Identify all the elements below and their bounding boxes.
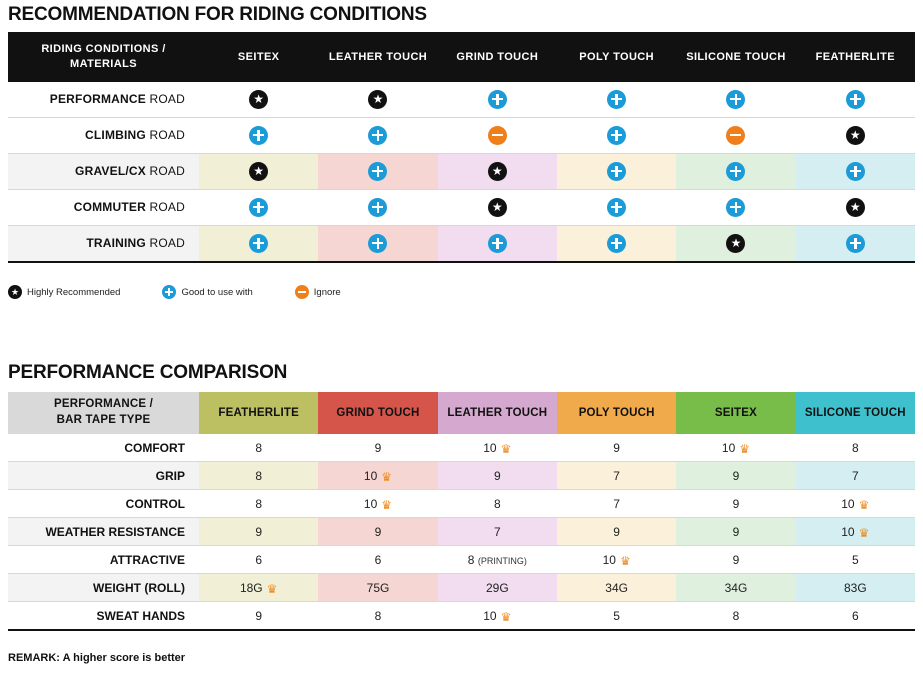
cell-symbol xyxy=(676,117,795,153)
score-value: 8 xyxy=(732,608,740,623)
row-label-light: ROAD xyxy=(149,236,185,251)
minus-icon xyxy=(726,126,745,145)
cell-symbol xyxy=(796,153,915,189)
remark-text: REMARK: A higher score is better xyxy=(8,652,186,664)
plus-icon xyxy=(846,162,865,181)
star-icon xyxy=(249,90,268,109)
score-value: 34G xyxy=(605,580,628,595)
legend-item xyxy=(295,285,341,299)
column-header-poly-touch: POLY TOUCH xyxy=(557,32,676,82)
cell-symbol xyxy=(199,153,318,189)
row-label-light: ROAD xyxy=(149,164,185,179)
cell-value xyxy=(676,602,795,631)
cell-value xyxy=(438,462,557,490)
score-value: 7 xyxy=(613,496,620,511)
crown-icon: ♛ xyxy=(500,609,512,624)
score-value: 8 xyxy=(493,496,501,511)
cell-symbol xyxy=(438,225,557,262)
plus-icon xyxy=(368,162,387,181)
cell-value xyxy=(557,462,676,490)
table-row xyxy=(8,153,915,189)
cell-value xyxy=(676,462,795,490)
cell-value xyxy=(318,602,437,631)
table-row xyxy=(8,462,915,490)
row-label-weight-roll-: WEIGHT (ROLL) xyxy=(8,574,199,602)
crown-icon: ♛ xyxy=(858,497,870,512)
row-label-bold: PERFORMANCE xyxy=(49,92,146,107)
cell-value xyxy=(676,518,795,546)
minus-icon xyxy=(295,285,309,299)
row-label-weather-resistance: WEATHER RESISTANCE xyxy=(8,518,199,546)
row-label-bold: GRAVEL/CX xyxy=(75,164,146,179)
star-icon xyxy=(846,126,865,145)
score-value: 6 xyxy=(374,552,382,567)
cell-value xyxy=(796,434,915,462)
cell-symbol xyxy=(796,225,915,262)
recommendation-table xyxy=(8,32,915,263)
cell-value xyxy=(318,434,437,462)
cell-value xyxy=(557,574,676,602)
score-value: 7 xyxy=(493,524,501,539)
score-value: 9 xyxy=(255,608,262,623)
column-header-bar-tape-type: PERFORMANCE / BAR TAPE TYPE xyxy=(8,392,199,434)
cell-value xyxy=(318,546,437,574)
cell-value xyxy=(199,434,318,462)
score-value: 5 xyxy=(613,608,620,623)
row-label-comfort: COMFORT xyxy=(8,434,199,462)
crown-icon: ♛ xyxy=(381,469,393,484)
cell-value xyxy=(676,546,795,574)
cell-value xyxy=(796,574,915,602)
cell-symbol xyxy=(199,189,318,225)
crown-icon: ♛ xyxy=(619,553,631,568)
cell-value xyxy=(796,490,915,518)
cell-value xyxy=(438,602,557,631)
column-header-grind-touch: GRIND TOUCH xyxy=(318,392,437,434)
cell-symbol xyxy=(796,117,915,153)
plus-icon xyxy=(607,126,626,145)
crown-icon: ♛ xyxy=(381,497,393,512)
cell-value xyxy=(438,546,557,574)
score-value: 10 xyxy=(602,552,616,567)
plus-icon xyxy=(488,90,507,109)
score-value: 10 xyxy=(483,608,497,623)
cell-symbol xyxy=(438,153,557,189)
score-value: 29G xyxy=(485,580,509,595)
star-icon xyxy=(249,162,268,181)
page-title-performance: PERFORMANCE COMPARISON xyxy=(8,362,288,383)
score-value: 9 xyxy=(732,468,740,483)
cell-value xyxy=(199,574,318,602)
cell-value xyxy=(438,518,557,546)
column-header-silicone-touch: SILICONE TOUCH xyxy=(796,392,915,434)
cell-symbol xyxy=(557,189,676,225)
score-value: 18G xyxy=(239,580,263,595)
cell-value xyxy=(199,518,318,546)
plus-icon xyxy=(249,234,268,253)
cell-value xyxy=(438,574,557,602)
score-value: 10 xyxy=(483,440,497,455)
cell-value xyxy=(796,546,915,574)
plus-icon xyxy=(162,285,176,299)
cell-value xyxy=(676,490,795,518)
row-label-light: ROAD xyxy=(149,128,185,143)
cell-symbol xyxy=(557,153,676,189)
cell-symbol xyxy=(796,189,915,225)
cell-value xyxy=(318,462,437,490)
star-icon xyxy=(368,90,387,109)
row-label-grip: GRIP xyxy=(8,462,199,490)
crown-icon: ♛ xyxy=(266,581,278,596)
score-value: 8 xyxy=(374,608,382,623)
score-value: 10 xyxy=(841,524,855,539)
cell-symbol xyxy=(199,82,318,118)
score-value: 9 xyxy=(493,468,501,483)
column-header-seitex: SEITEX xyxy=(676,392,795,434)
cell-value xyxy=(676,434,795,462)
row-label-attractive: ATTRACTIVE xyxy=(8,546,199,574)
cell-symbol xyxy=(796,82,915,118)
cell-symbol xyxy=(318,225,437,262)
plus-icon xyxy=(249,198,268,217)
score-value: 9 xyxy=(255,524,262,539)
plus-icon xyxy=(488,234,507,253)
table-row xyxy=(8,602,915,631)
legend-item xyxy=(162,285,252,299)
row-label-commuter xyxy=(8,189,199,225)
cell-symbol xyxy=(318,117,437,153)
star-icon xyxy=(846,198,865,217)
cell-symbol xyxy=(438,117,557,153)
score-value: 10 xyxy=(841,496,855,511)
row-label-training xyxy=(8,225,199,262)
row-label-light: ROAD xyxy=(149,92,185,107)
table-row xyxy=(8,518,915,546)
score-value: 7 xyxy=(613,468,620,483)
plus-icon xyxy=(368,234,387,253)
cell-symbol xyxy=(318,82,437,118)
row-label-bold: COMMUTER xyxy=(73,200,146,215)
row-label-bold: TRAINING xyxy=(86,236,146,251)
legend-item xyxy=(8,285,120,299)
cell-symbol xyxy=(199,225,318,262)
score-value: 8 xyxy=(255,440,262,455)
cell-value xyxy=(796,462,915,490)
cell-value xyxy=(557,490,676,518)
cell-value xyxy=(318,574,437,602)
cell-symbol xyxy=(438,82,557,118)
row-label-bold: CLIMBING xyxy=(85,128,146,143)
table-header-row xyxy=(8,32,915,82)
score-value: 5 xyxy=(851,552,859,567)
cell-symbol xyxy=(199,117,318,153)
table-row xyxy=(8,82,915,118)
cell-value xyxy=(199,546,318,574)
plus-icon xyxy=(726,90,745,109)
score-value: 9 xyxy=(374,440,382,455)
cell-value xyxy=(199,490,318,518)
plus-icon xyxy=(368,126,387,145)
score-value: 9 xyxy=(732,496,740,511)
table-row xyxy=(8,434,915,462)
cell-value xyxy=(557,602,676,631)
score-value: 9 xyxy=(613,524,620,539)
row-label-light: ROAD xyxy=(149,200,185,215)
star-icon xyxy=(488,162,507,181)
column-header-featherlite: FEATHERLITE xyxy=(796,32,915,82)
plus-icon xyxy=(846,234,865,253)
table-row xyxy=(8,490,915,518)
table-row xyxy=(8,189,915,225)
star-icon xyxy=(726,234,745,253)
recommendation-table-head xyxy=(8,32,915,82)
cell-value xyxy=(557,518,676,546)
row-label-sweat-hands: SWEAT HANDS xyxy=(8,602,199,631)
legend xyxy=(8,285,383,299)
plus-icon xyxy=(607,234,626,253)
cell-symbol xyxy=(557,117,676,153)
cell-symbol xyxy=(676,82,795,118)
row-label-gravel-cx xyxy=(8,153,199,189)
cell-symbol xyxy=(557,82,676,118)
plus-icon xyxy=(249,126,268,145)
cell-symbol xyxy=(318,153,437,189)
score-value: 83G xyxy=(843,580,867,595)
plus-icon xyxy=(607,90,626,109)
table-row xyxy=(8,225,915,262)
performance-table-body xyxy=(8,434,915,630)
cell-value xyxy=(796,518,915,546)
plus-icon xyxy=(726,162,745,181)
cell-note: (PRINTING) xyxy=(477,555,527,566)
score-value: 75G xyxy=(366,580,390,595)
plus-icon xyxy=(726,198,745,217)
star-icon xyxy=(488,198,507,217)
score-value: 10 xyxy=(721,440,736,455)
plus-icon xyxy=(846,90,865,109)
legend-label: Highly Recommended xyxy=(27,286,121,298)
cell-value xyxy=(438,434,557,462)
cell-symbol xyxy=(318,189,437,225)
row-label-climbing xyxy=(8,117,199,153)
score-value: 6 xyxy=(851,608,859,623)
column-header-leather-touch: LEATHER TOUCH xyxy=(438,392,557,434)
table-header-row xyxy=(8,392,915,434)
plus-icon xyxy=(368,198,387,217)
score-value: 10 xyxy=(363,468,378,483)
score-value: 8 xyxy=(255,468,262,483)
crown-icon: ♛ xyxy=(739,441,751,456)
crown-icon: ♛ xyxy=(858,525,870,540)
column-header-poly-touch: POLY TOUCH xyxy=(557,392,676,434)
column-header-leather-touch: LEATHER TOUCH xyxy=(318,32,437,82)
cell-value xyxy=(199,462,318,490)
legend-label: Good to use with xyxy=(181,286,253,298)
star-icon xyxy=(8,285,22,299)
score-value: 9 xyxy=(732,524,740,539)
column-header-materials: RIDING CONDITIONS / MATERIALS xyxy=(8,32,199,82)
crown-icon: ♛ xyxy=(500,441,512,456)
performance-table xyxy=(8,392,915,631)
cell-value xyxy=(796,602,915,631)
score-value: 34G xyxy=(724,580,748,595)
score-value: 8 xyxy=(255,496,262,511)
table-row xyxy=(8,546,915,574)
plus-icon xyxy=(607,198,626,217)
cell-value xyxy=(199,602,318,631)
cell-value xyxy=(557,546,676,574)
cell-symbol xyxy=(676,189,795,225)
score-value: 8 xyxy=(851,440,859,455)
row-label-performance xyxy=(8,82,199,118)
column-header-silicone-touch: SILICONE TOUCH xyxy=(676,32,795,82)
score-value: 6 xyxy=(255,552,262,567)
cell-value xyxy=(318,490,437,518)
cell-symbol xyxy=(438,189,557,225)
table-row xyxy=(8,574,915,602)
cell-symbol xyxy=(557,225,676,262)
page-title-recommendation: RECOMMENDATION FOR RIDING CONDITIONS xyxy=(8,4,427,25)
plus-icon xyxy=(607,162,626,181)
cell-symbol xyxy=(676,153,795,189)
column-header-grind-touch: GRIND TOUCH xyxy=(438,32,557,82)
performance-table-head xyxy=(8,392,915,434)
score-value: 7 xyxy=(851,468,859,483)
cell-value xyxy=(557,434,676,462)
legend-label: Ignore xyxy=(313,286,341,298)
column-header-seitex: SEITEX xyxy=(199,32,318,82)
table-row xyxy=(8,117,915,153)
score-value: 9 xyxy=(374,524,382,539)
score-value: 9 xyxy=(613,440,620,455)
cell-value xyxy=(676,574,795,602)
score-value: 8 xyxy=(467,552,475,567)
score-value: 10 xyxy=(363,496,378,511)
column-header-featherlite: FEATHERLITE xyxy=(199,392,318,434)
minus-icon xyxy=(488,126,507,145)
row-label-control: CONTROL xyxy=(8,490,199,518)
score-value: 9 xyxy=(732,552,740,567)
cell-value xyxy=(438,490,557,518)
cell-symbol xyxy=(676,225,795,262)
recommendation-table-body xyxy=(8,82,915,262)
cell-value xyxy=(318,518,437,546)
